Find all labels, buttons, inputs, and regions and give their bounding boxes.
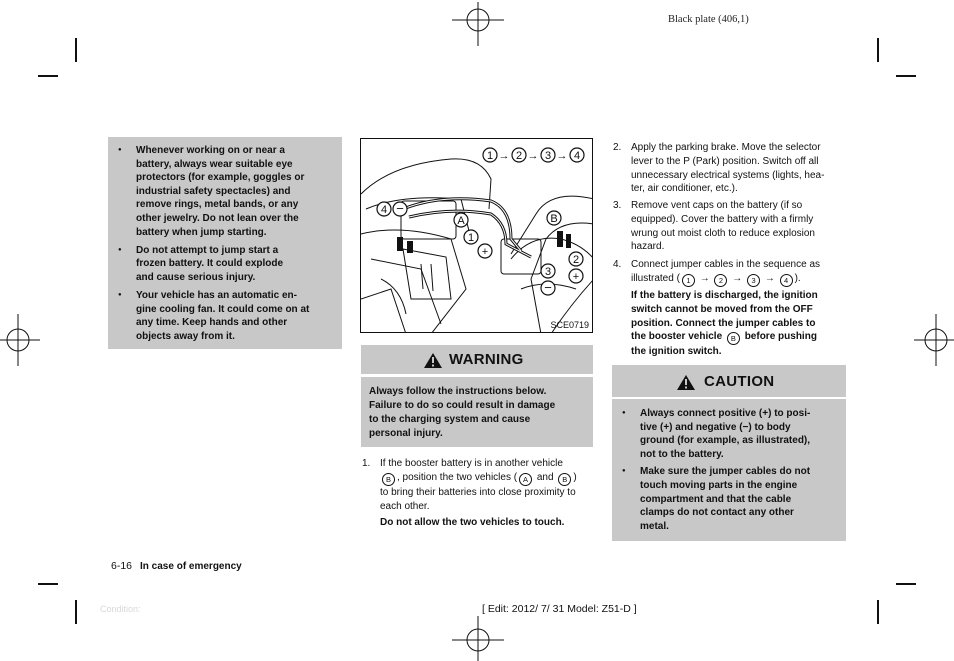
crop-mark bbox=[877, 38, 879, 62]
edit-info: [ Edit: 2012/ 7/ 31 Model: Z51-D ] bbox=[482, 603, 637, 615]
minus-sign: − bbox=[544, 280, 552, 295]
registration-mark-bottom bbox=[448, 616, 508, 661]
step-2 bbox=[613, 141, 849, 197]
text-line: tive (+) and negative (−) to body bbox=[640, 421, 791, 433]
text-line: each other. bbox=[380, 500, 430, 512]
crop-mark bbox=[38, 583, 58, 585]
text-line bbox=[631, 330, 818, 345]
caution-bullet bbox=[622, 407, 838, 461]
arrow: → bbox=[556, 150, 568, 162]
text-line: Remove vent caps on the battery (if so bbox=[631, 200, 803, 211]
condition-label: Condition: bbox=[100, 604, 141, 614]
caution-body bbox=[612, 399, 846, 541]
arrow: → bbox=[699, 272, 710, 284]
text-line: position. Connect the jumper cables to bbox=[631, 317, 816, 329]
text-fragment: and bbox=[536, 471, 554, 483]
text-line: lever to the P (Park) position. Switch off all bbox=[631, 155, 819, 167]
crop-mark bbox=[75, 38, 77, 62]
text-line: and cause serious injury. bbox=[136, 271, 256, 283]
step-number: 3. bbox=[613, 200, 622, 211]
minus-sign: − bbox=[396, 201, 404, 216]
text-line: industrial safety spectacles) and bbox=[136, 185, 291, 197]
text-line: ground (for example, as illustrated), bbox=[640, 435, 811, 447]
text-line: objects away from it. bbox=[136, 330, 235, 342]
caution-bullet bbox=[622, 465, 838, 533]
callout-2: 2 bbox=[572, 254, 580, 266]
plate-label: Black plate (406,1) bbox=[668, 14, 749, 25]
step-4 bbox=[613, 258, 849, 288]
step-text bbox=[631, 258, 820, 287]
text-line: hazard. bbox=[631, 241, 665, 253]
circled-b-icon: B bbox=[382, 473, 395, 486]
text-line: ● Make sure the jumper cables do not bbox=[640, 466, 811, 478]
text-fragment: before pushing bbox=[744, 331, 817, 343]
text-line bbox=[380, 471, 577, 486]
safety-notes-box bbox=[108, 137, 342, 349]
page-footer bbox=[111, 560, 242, 572]
text-line: Always follow the instructions below. bbox=[369, 386, 547, 397]
arrow: → bbox=[527, 150, 539, 162]
safety-bullet bbox=[118, 289, 334, 343]
text-fragment: ) bbox=[573, 471, 577, 483]
circled-a-icon: A bbox=[519, 473, 532, 486]
text-line: compartment and that the cable bbox=[640, 493, 792, 505]
circled-b-icon: B bbox=[727, 332, 740, 345]
text-line: to the charging system and cause bbox=[369, 414, 531, 425]
step-1-note: Do not allow the two vehicles to touch. bbox=[380, 517, 565, 528]
caution-title: CAUTION bbox=[704, 373, 775, 390]
text-line: the ignition switch. bbox=[631, 346, 722, 358]
circled-b-icon: B bbox=[558, 473, 571, 486]
step-1 bbox=[362, 457, 596, 517]
text-line: battery, always wear suitable eye bbox=[136, 158, 293, 170]
text-line: personal injury. bbox=[369, 428, 443, 439]
step-4-note bbox=[631, 289, 818, 359]
step-text bbox=[631, 199, 815, 254]
crop-mark bbox=[75, 600, 77, 624]
text-line bbox=[631, 272, 820, 287]
arrow: → bbox=[732, 272, 743, 284]
circled-4-icon: 4 bbox=[780, 274, 793, 287]
warning-body bbox=[361, 377, 593, 447]
text-line: ● Do not attempt to jump start a bbox=[136, 244, 279, 256]
step-text bbox=[380, 457, 577, 513]
text-line: ter, air conditioner, etc.). bbox=[631, 183, 738, 195]
crop-mark bbox=[877, 600, 879, 624]
caution-triangle-icon bbox=[676, 374, 696, 391]
text-line: clamps do not contact any other bbox=[640, 507, 794, 519]
circled-1-icon: 1 bbox=[682, 274, 695, 287]
step-3 bbox=[613, 199, 849, 255]
step-number: 2. bbox=[613, 142, 622, 153]
callout-1: 1 bbox=[467, 232, 475, 244]
safety-bullet bbox=[118, 244, 334, 285]
text-line: switch cannot be moved from the OFF bbox=[631, 303, 813, 315]
text-line: any time. Keep hands and other bbox=[136, 317, 288, 329]
callout-a: A bbox=[457, 215, 465, 227]
arrow: → bbox=[764, 272, 775, 284]
text-line: If the battery is discharged, the ignition bbox=[631, 290, 818, 301]
registration-mark-left bbox=[0, 310, 40, 370]
text-line: Failure to do so could result in damage bbox=[369, 400, 556, 411]
text-line: not to the battery. bbox=[640, 448, 724, 460]
jump-start-illustration bbox=[360, 138, 593, 333]
text-line: battery when jump starting. bbox=[136, 226, 267, 238]
text-line: to bring their batteries into close proximity to bbox=[380, 486, 576, 498]
text-line: unnecessary electrical systems (lights, hea- bbox=[631, 169, 825, 181]
crop-mark bbox=[896, 75, 916, 77]
text-line: equipped). Cover the battery with a firmly bbox=[631, 213, 814, 225]
callout-3: 3 bbox=[544, 266, 552, 278]
text-fragment: ). bbox=[794, 272, 801, 284]
step-number: 1. bbox=[362, 458, 371, 469]
callout-4: 4 bbox=[573, 150, 581, 162]
registration-mark-top bbox=[448, 2, 508, 46]
arrow: → bbox=[498, 150, 510, 162]
warning-triangle-icon bbox=[423, 352, 443, 369]
text-line: frozen battery. It could explode bbox=[136, 258, 284, 270]
crop-mark bbox=[896, 583, 916, 585]
warning-title: WARNING bbox=[449, 351, 524, 368]
text-line: metal. bbox=[640, 520, 669, 532]
callout-2: 2 bbox=[515, 150, 523, 162]
circled-3-icon: 3 bbox=[747, 274, 760, 287]
safety-bullet bbox=[118, 144, 334, 239]
text-line: Apply the parking brake. Move the selector bbox=[631, 142, 821, 153]
text-line: other jewelry. Do not lean over the bbox=[136, 212, 299, 224]
crop-mark bbox=[38, 75, 58, 77]
step-number: 4. bbox=[613, 259, 622, 270]
section-title: In case of emergency bbox=[140, 561, 242, 572]
text-line: ● Whenever working on or near a bbox=[136, 145, 285, 156]
figure-label: SCE0719 bbox=[550, 320, 589, 330]
text-fragment: , position the two vehicles ( bbox=[397, 471, 518, 483]
caution-header bbox=[612, 365, 846, 397]
warning-header bbox=[361, 345, 593, 374]
text-line: If the booster battery is in another vehicle bbox=[380, 458, 563, 469]
callout-1: 1 bbox=[486, 150, 494, 162]
circled-2-icon: 2 bbox=[714, 274, 727, 287]
text-fragment: illustrated ( bbox=[631, 272, 680, 284]
text-line: protectors (for example, goggles or bbox=[136, 172, 305, 184]
text-line: ● Always connect positive (+) to posi- bbox=[640, 408, 811, 419]
plus-sign: + bbox=[572, 271, 580, 283]
text-line: ● Your vehicle has an automatic en- bbox=[136, 289, 297, 301]
callout-4: 4 bbox=[380, 204, 388, 216]
text-line: gine cooling fan. It could come on at bbox=[136, 303, 310, 315]
page-number: 6-16 bbox=[111, 560, 133, 572]
text-line: Connect jumper cables in the sequence as bbox=[631, 259, 821, 270]
callout-b: B bbox=[550, 213, 558, 225]
callout-3: 3 bbox=[544, 150, 552, 162]
step-text bbox=[631, 141, 824, 196]
text-fragment: the booster vehicle bbox=[631, 331, 723, 343]
text-line: touch moving parts in the engine bbox=[640, 479, 798, 491]
text-line: remove rings, metal bands, or any bbox=[136, 199, 299, 211]
text-line: wrung out moist cloth to reduce explosion bbox=[631, 227, 815, 239]
plus-sign: + bbox=[481, 246, 489, 258]
registration-mark-right bbox=[914, 310, 954, 370]
